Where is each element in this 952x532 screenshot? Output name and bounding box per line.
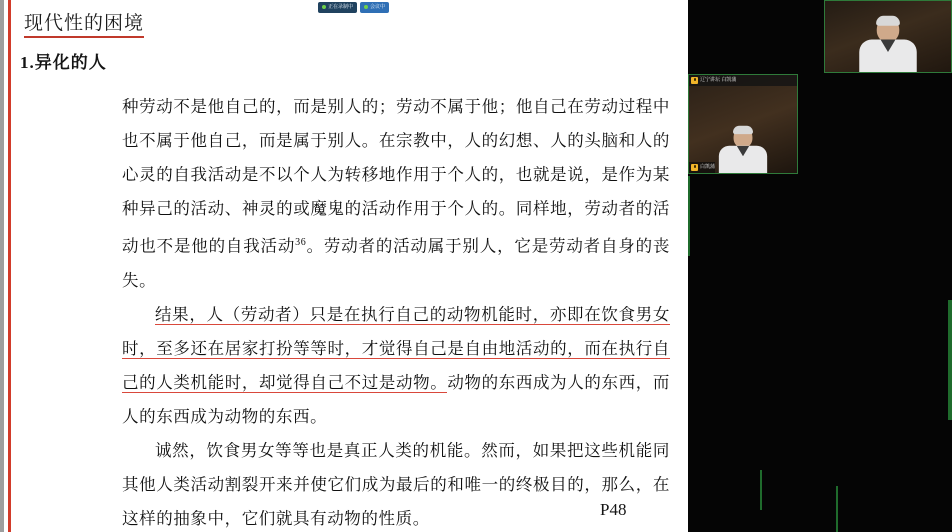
- speaker-silhouette: [859, 17, 917, 72]
- page-title-text: 现代性的困境: [24, 8, 144, 38]
- participant-silhouette: [719, 127, 767, 173]
- paragraph-1: [122, 90, 670, 298]
- meeting-toolbar[interactable]: [318, 0, 389, 14]
- speaker-head: [877, 17, 900, 42]
- tile-header-label: 辽宁讲坛 白凯蒲: [700, 77, 737, 83]
- meeting-status-chip[interactable]: [360, 2, 389, 13]
- recording-dot-icon: [322, 5, 326, 9]
- paragraph-3: [122, 434, 670, 532]
- page-subtitle: 1.异化的人: [20, 53, 107, 72]
- recording-label: 正在录制中: [328, 3, 354, 10]
- slide-left-red-rule: [8, 0, 11, 532]
- paragraph-2-tail: 动物的东西成为人的东西，而人的东西成为动物的东西。: [122, 372, 670, 426]
- speaker-hair: [876, 16, 900, 26]
- speaker-body: [859, 40, 917, 73]
- microphone-icon: [691, 77, 698, 84]
- panel-accent-line-1: [688, 176, 690, 256]
- panel-accent-line-2: [948, 300, 952, 420]
- paragraph-2: [122, 298, 670, 434]
- tile-footer-label: 白凯蒲: [700, 164, 716, 170]
- panel-accent-line-4: [836, 486, 838, 532]
- participant-collar: [737, 146, 750, 156]
- participant-head: [734, 127, 753, 148]
- document-body: [122, 90, 670, 532]
- meeting-status-label: 会议中: [370, 3, 386, 10]
- recording-indicator[interactable]: [318, 2, 357, 13]
- participant-body: [719, 146, 767, 173]
- participant-hair: [733, 126, 753, 134]
- video-tile-pinned-participant[interactable]: [688, 74, 798, 174]
- paragraph-3-text: 诚然，饮食男女等等也是真正人类的机能。然而，如果把这些机能同其他人类活动割裂开来并使它们成为最后的和唯一的终极目的，那么，在这样的抽象中，它们就具有动物的性质。: [122, 440, 670, 528]
- video-tile-main-speaker[interactable]: [824, 0, 952, 73]
- tile-header: [689, 75, 797, 86]
- slide-left-gutter: [0, 0, 4, 532]
- tile-footer: [689, 162, 715, 173]
- status-dot-icon: [364, 5, 368, 9]
- paragraph-1-tail: 。劳动者的活动属于别人，它是劳动者自身的丧失。: [122, 236, 671, 290]
- paragraph-1-text: 种劳动不是他自己的，而是别人的；劳动不属于他；他自己在劳动过程中也不属于他自己，而是属于别人。在宗教中，人的幻想、人的头脑和人的心灵的自我活动是不以个人为转移地作用于个人的，也就是说，是作为某种异己的活动、神灵的或魔鬼的活动作用于个人的。同样地，劳动者的活动也不是他的自我活动: [122, 97, 670, 256]
- paragraph-1-footnote-marker: 36: [295, 237, 307, 248]
- page-title: [24, 8, 144, 38]
- page-number: P48: [600, 500, 627, 519]
- speaker-collar: [881, 40, 896, 53]
- panel-accent-line-3: [760, 470, 762, 510]
- microphone-muted-icon: [691, 164, 698, 171]
- paragraph-2-underlined-text: 结果，人（劳动者）只是在执行自己的动物机能时，亦即在饮食男女时，至多还在居家打扮等等时，才觉得自己是自由地活动的，而在执行自己的人类机能时，却觉得自己不过是动物。: [122, 304, 670, 392]
